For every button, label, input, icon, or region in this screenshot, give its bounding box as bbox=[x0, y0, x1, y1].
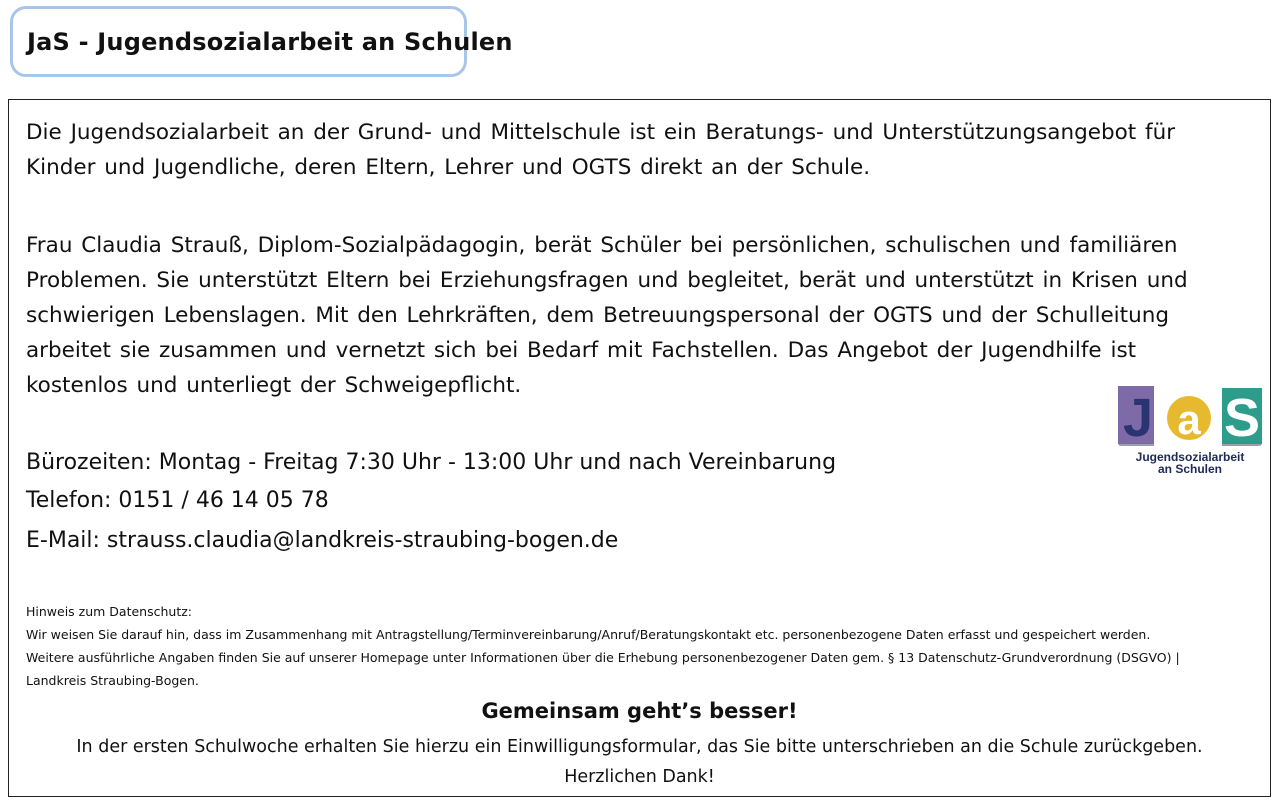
privacy-heading: Hinweis zum Datenschutz: bbox=[26, 604, 193, 619]
privacy-notice bbox=[26, 600, 1226, 692]
logo-caption-line-1: Jugendsozialarbeit bbox=[1135, 450, 1245, 464]
privacy-line-2: Weitere ausführliche Angaben finden Sie auf unserer Homepage unter Informationen über die Erhebung personenbezogener Daten gem. § 13 Datenschutz-Grundverordnung (DSGVO) | bbox=[26, 650, 1180, 665]
email-address[interactable]: E-Mail: strauss.claudia@landkreis-straubing-bogen.de bbox=[26, 528, 619, 553]
jas-logo-mark bbox=[1114, 384, 1266, 450]
consent-notice bbox=[9, 732, 1270, 792]
phone-number: Telefon: 0151 / 46 14 05 78 bbox=[26, 488, 329, 513]
consent-line-1: In der ersten Schulwoche erhalten Sie hierzu ein Einwilligungsformular, das Sie bitte unterschrieben an die Schule zurückgeben. bbox=[76, 737, 1203, 757]
privacy-line-1: Wir weisen Sie darauf hin, dass im Zusammenhang mit Antragstellung/Terminvereinbarung/Anruf/Beratungskontakt etc. personenbezogene Daten erfasst und gespeichert werden. bbox=[26, 627, 1151, 642]
logo-caption bbox=[1114, 451, 1266, 475]
consent-line-2: Herzlichen Dank! bbox=[564, 767, 715, 787]
slogan: Gemeinsam geht’s besser! bbox=[481, 699, 798, 723]
description-paragraph: Frau Claudia Strauß, Diplom-Sozialpädagogin, berät Schüler bei persönlichen, schulischen und familiären Problemen. Sie unterstützt Eltern bei Erziehungsfragen und begleitet, berät und unterstützt in Krisen und schwierigen Lebenslagen. Mit den Lehrkräften, dem Betreuungspersonal der OGTS und der Schulleitung arbeitet sie zusammen und vernetzt sich bei Bedarf mit Fachstellen. Das Angebot der Jugendhilfe ist kostenlos und unterliegt der Schweigepflicht. bbox=[26, 233, 1188, 398]
title-box bbox=[10, 6, 513, 77]
page-title: JaS - Jugendsozialarbeit an Schulen bbox=[27, 27, 513, 56]
logo-letter-a: a bbox=[1177, 396, 1201, 443]
jas-logo bbox=[1114, 384, 1266, 484]
info-panel bbox=[8, 99, 1271, 797]
office-hours: Bürozeiten: Montag - Freitag 7:30 Uhr - 13:00 Uhr und nach Vereinbarung bbox=[26, 450, 837, 475]
privacy-line-3: Landkreis Straubing-Bogen. bbox=[26, 673, 199, 688]
intro-paragraph: Die Jugendsozialarbeit an der Grund- und Mittelschule ist ein Beratungs- und Unterstützungsangebot für Kinder und Jugendliche, deren Eltern, Lehrer und OGTS direkt an der Schule. bbox=[26, 120, 1176, 180]
logo-letter-s: S bbox=[1223, 388, 1261, 448]
logo-caption-line-2: an Schulen bbox=[1157, 462, 1222, 476]
logo-letter-j: J bbox=[1122, 388, 1154, 448]
